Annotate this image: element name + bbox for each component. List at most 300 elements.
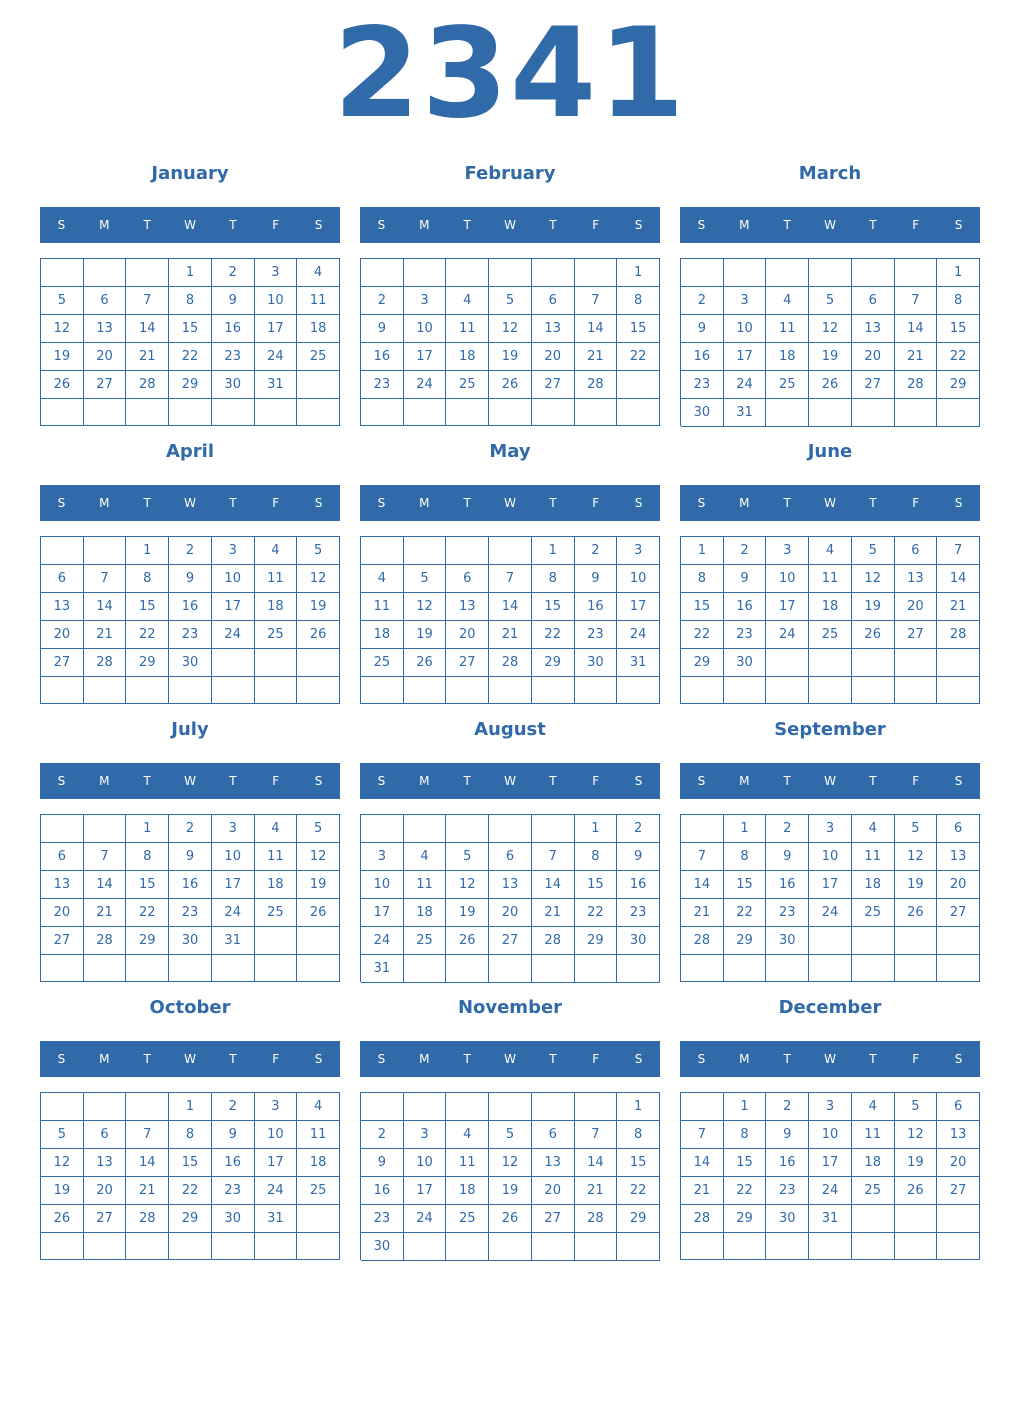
day-cell: 24	[404, 1205, 447, 1233]
day-cell: 4	[809, 537, 852, 565]
weekday-header	[680, 207, 980, 243]
day-cell: 6	[937, 1093, 980, 1121]
day-cell	[404, 399, 447, 426]
day-cell: 1	[126, 537, 169, 565]
day-cell: 27	[895, 621, 938, 649]
day-cell	[532, 677, 575, 704]
weekday-label: W	[504, 1052, 516, 1066]
month-march	[680, 160, 980, 430]
day-cell: 9	[169, 565, 212, 593]
month-name: September	[774, 719, 886, 740]
day-cell: 11	[852, 843, 895, 871]
day-cell: 4	[255, 815, 298, 843]
day-cell: 12	[809, 315, 852, 343]
day-cell: 8	[575, 843, 618, 871]
day-cell: 1	[169, 1093, 212, 1121]
day-cell	[84, 1233, 127, 1260]
weekday-label: S	[377, 218, 386, 232]
day-cell: 8	[724, 1121, 767, 1149]
day-grid	[360, 814, 660, 982]
day-cell: 7	[126, 1121, 169, 1149]
day-cell: 15	[575, 871, 618, 899]
day-cell: 1	[937, 259, 980, 287]
day-cell	[297, 677, 340, 704]
day-cell: 29	[575, 927, 618, 955]
day-cell	[575, 1233, 618, 1261]
day-cell: 24	[212, 899, 255, 927]
day-cell: 4	[446, 287, 489, 315]
year-title: 2341	[333, 2, 687, 146]
day-cell: 24	[766, 621, 809, 649]
day-cell	[766, 399, 809, 427]
day-cell	[681, 1233, 724, 1260]
day-cell: 3	[255, 1093, 298, 1121]
day-cell: 26	[809, 371, 852, 399]
day-cell	[84, 955, 127, 982]
day-cell: 16	[361, 343, 404, 371]
day-cell	[852, 677, 895, 704]
day-cell	[297, 927, 340, 955]
day-cell: 13	[84, 1149, 127, 1177]
day-cell: 18	[297, 1149, 340, 1177]
day-cell	[446, 399, 489, 426]
day-cell: 4	[297, 1093, 340, 1121]
day-cell: 16	[212, 315, 255, 343]
day-cell: 8	[126, 843, 169, 871]
day-cell	[212, 399, 255, 426]
day-cell: 26	[489, 371, 532, 399]
day-cell: 17	[617, 593, 660, 621]
day-cell: 27	[852, 371, 895, 399]
day-cell: 14	[126, 1149, 169, 1177]
day-cell	[937, 955, 980, 982]
day-cell	[724, 955, 767, 982]
day-cell: 4	[404, 843, 447, 871]
day-cell: 9	[766, 843, 809, 871]
day-cell	[937, 1233, 980, 1260]
day-cell: 1	[169, 259, 212, 287]
day-cell: 18	[446, 1177, 489, 1205]
day-cell	[255, 677, 298, 704]
day-cell: 11	[852, 1121, 895, 1149]
weekday-label: M	[739, 774, 750, 788]
day-cell	[169, 399, 212, 426]
day-cell: 6	[895, 537, 938, 565]
day-cell	[169, 677, 212, 704]
day-cell: 1	[617, 1093, 660, 1121]
day-cell: 20	[852, 343, 895, 371]
day-cell: 29	[937, 371, 980, 399]
day-cell	[361, 537, 404, 565]
day-cell: 29	[724, 1205, 767, 1233]
weekday-label: T	[463, 496, 471, 510]
day-grid	[40, 1092, 340, 1260]
day-cell: 27	[532, 1205, 575, 1233]
day-cell: 12	[41, 315, 84, 343]
day-cell: 8	[617, 287, 660, 315]
day-cell: 13	[41, 871, 84, 899]
day-cell	[532, 259, 575, 287]
month-name: April	[165, 441, 215, 462]
month-may	[360, 438, 660, 708]
month-name: November	[457, 997, 563, 1018]
day-cell: 26	[489, 1205, 532, 1233]
day-cell: 1	[617, 259, 660, 287]
day-cell	[41, 399, 84, 426]
day-cell: 17	[404, 1177, 447, 1205]
day-cell: 19	[489, 343, 532, 371]
day-cell	[489, 1093, 532, 1121]
day-cell: 23	[212, 343, 255, 371]
day-cell	[681, 677, 724, 704]
day-cell: 13	[532, 1149, 575, 1177]
day-cell: 21	[126, 1177, 169, 1205]
day-cell: 18	[446, 343, 489, 371]
day-cell: 2	[575, 537, 618, 565]
month-name: March	[798, 163, 862, 184]
day-cell	[617, 955, 660, 983]
day-cell	[809, 1233, 852, 1260]
weekday-label: T	[143, 218, 151, 232]
day-cell: 21	[895, 343, 938, 371]
weekday-label: F	[272, 1052, 280, 1066]
day-cell: 21	[681, 1177, 724, 1205]
day-cell: 19	[404, 621, 447, 649]
day-cell	[617, 399, 660, 426]
month-february	[360, 160, 660, 430]
day-cell: 12	[852, 565, 895, 593]
day-cell: 22	[169, 1177, 212, 1205]
month-name: July	[171, 719, 209, 740]
weekday-label: T	[783, 1052, 791, 1066]
day-cell: 30	[724, 649, 767, 677]
day-cell: 20	[84, 343, 127, 371]
day-cell: 28	[126, 1205, 169, 1233]
day-cell: 6	[41, 565, 84, 593]
day-cell	[575, 955, 618, 983]
day-cell	[169, 1233, 212, 1260]
day-cell: 17	[361, 899, 404, 927]
day-cell: 14	[681, 871, 724, 899]
weekday-label: S	[57, 774, 66, 788]
day-cell: 16	[361, 1177, 404, 1205]
weekday-label: T	[549, 218, 557, 232]
day-cell: 9	[575, 565, 618, 593]
day-cell	[404, 955, 447, 983]
day-cell	[852, 399, 895, 427]
day-cell: 19	[852, 593, 895, 621]
day-cell: 27	[532, 371, 575, 399]
day-cell	[212, 677, 255, 704]
day-cell: 4	[852, 815, 895, 843]
day-cell	[532, 815, 575, 843]
weekday-label: W	[824, 496, 836, 510]
day-cell: 14	[489, 593, 532, 621]
day-cell: 27	[41, 927, 84, 955]
day-cell: 18	[255, 593, 298, 621]
day-cell: 27	[446, 649, 489, 677]
day-cell: 5	[489, 1121, 532, 1149]
month-october	[40, 994, 340, 1264]
day-cell: 24	[809, 1177, 852, 1205]
weekday-label: S	[634, 496, 643, 510]
day-cell	[361, 259, 404, 287]
day-cell: 26	[297, 899, 340, 927]
day-cell	[41, 1233, 84, 1260]
day-cell	[255, 927, 298, 955]
day-cell: 24	[404, 371, 447, 399]
day-cell: 25	[255, 899, 298, 927]
day-cell: 7	[84, 565, 127, 593]
day-cell: 17	[212, 871, 255, 899]
day-cell: 6	[532, 1121, 575, 1149]
weekday-label: T	[869, 774, 877, 788]
day-cell: 4	[766, 287, 809, 315]
day-cell: 15	[169, 315, 212, 343]
weekday-header	[680, 1041, 980, 1077]
day-cell: 31	[255, 1205, 298, 1233]
day-cell: 2	[617, 815, 660, 843]
day-cell	[937, 927, 980, 955]
day-cell	[297, 371, 340, 399]
weekday-label: S	[377, 774, 386, 788]
day-cell: 28	[84, 649, 127, 677]
day-cell: 20	[937, 871, 980, 899]
day-cell	[852, 259, 895, 287]
weekday-label: S	[954, 1052, 963, 1066]
day-cell: 19	[41, 1177, 84, 1205]
day-cell	[575, 1093, 618, 1121]
day-cell: 10	[212, 843, 255, 871]
weekday-label: F	[592, 218, 600, 232]
weekday-label: S	[697, 496, 706, 510]
day-cell: 8	[681, 565, 724, 593]
day-cell: 12	[489, 1149, 532, 1177]
day-cell: 3	[809, 815, 852, 843]
weekday-label: M	[739, 496, 750, 510]
day-cell: 25	[446, 1205, 489, 1233]
day-cell: 20	[937, 1149, 980, 1177]
day-cell	[489, 1233, 532, 1261]
day-cell	[255, 399, 298, 426]
day-cell: 27	[937, 899, 980, 927]
day-cell	[895, 1205, 938, 1233]
month-september	[680, 716, 980, 986]
day-cell	[681, 815, 724, 843]
day-cell	[41, 815, 84, 843]
day-cell	[617, 677, 660, 704]
day-cell	[126, 1233, 169, 1260]
day-cell	[41, 537, 84, 565]
day-cell	[212, 649, 255, 677]
day-cell: 18	[809, 593, 852, 621]
day-grid	[360, 258, 660, 426]
day-cell: 16	[575, 593, 618, 621]
day-cell: 11	[404, 871, 447, 899]
day-cell: 20	[532, 1177, 575, 1205]
day-cell	[126, 399, 169, 426]
weekday-label: T	[549, 774, 557, 788]
day-cell: 17	[212, 593, 255, 621]
day-cell: 22	[617, 343, 660, 371]
weekday-header	[40, 1041, 340, 1077]
weekday-header	[680, 485, 980, 521]
day-cell: 17	[404, 343, 447, 371]
day-cell: 5	[446, 843, 489, 871]
day-cell: 13	[937, 843, 980, 871]
day-cell: 14	[895, 315, 938, 343]
day-cell: 21	[937, 593, 980, 621]
day-grid	[360, 1092, 660, 1260]
day-cell	[84, 1093, 127, 1121]
day-cell: 28	[895, 371, 938, 399]
weekday-label: W	[824, 774, 836, 788]
day-cell: 31	[255, 371, 298, 399]
day-cell: 22	[126, 899, 169, 927]
day-cell: 28	[575, 1205, 618, 1233]
weekday-label: S	[57, 218, 66, 232]
day-cell: 15	[937, 315, 980, 343]
day-cell	[297, 649, 340, 677]
day-cell: 11	[766, 315, 809, 343]
day-cell: 15	[532, 593, 575, 621]
day-cell: 6	[852, 287, 895, 315]
weekday-label: S	[57, 496, 66, 510]
day-cell	[532, 955, 575, 983]
day-cell: 24	[255, 343, 298, 371]
day-cell	[852, 955, 895, 982]
day-cell: 29	[617, 1205, 660, 1233]
weekday-header	[360, 485, 660, 521]
day-cell: 28	[937, 621, 980, 649]
day-cell: 16	[766, 1149, 809, 1177]
day-cell: 12	[895, 843, 938, 871]
day-cell: 14	[575, 315, 618, 343]
weekday-label: S	[697, 1052, 706, 1066]
day-cell: 21	[84, 899, 127, 927]
weekday-label: F	[912, 774, 920, 788]
weekday-label: T	[229, 1052, 237, 1066]
weekday-label: F	[272, 774, 280, 788]
day-cell: 25	[297, 343, 340, 371]
weekday-label: T	[869, 1052, 877, 1066]
day-cell: 26	[895, 899, 938, 927]
day-cell	[297, 1205, 340, 1233]
day-grid	[680, 814, 980, 982]
day-cell: 21	[681, 899, 724, 927]
day-cell: 2	[361, 1121, 404, 1149]
day-cell: 26	[446, 927, 489, 955]
day-cell	[404, 1093, 447, 1121]
weekday-label: W	[824, 218, 836, 232]
day-cell: 27	[84, 1205, 127, 1233]
day-cell: 28	[681, 1205, 724, 1233]
day-cell: 2	[724, 537, 767, 565]
day-cell: 18	[852, 871, 895, 899]
day-cell: 4	[255, 537, 298, 565]
day-cell: 20	[532, 343, 575, 371]
weekday-label: M	[419, 1052, 430, 1066]
day-cell: 28	[126, 371, 169, 399]
day-cell: 24	[255, 1177, 298, 1205]
day-cell: 8	[937, 287, 980, 315]
day-cell: 10	[809, 843, 852, 871]
day-cell: 23	[361, 1205, 404, 1233]
weekday-label: M	[419, 218, 430, 232]
day-cell: 16	[212, 1149, 255, 1177]
day-cell: 3	[724, 287, 767, 315]
weekday-label: S	[314, 774, 323, 788]
day-cell: 18	[766, 343, 809, 371]
day-cell	[446, 1093, 489, 1121]
day-cell: 8	[532, 565, 575, 593]
day-cell: 27	[937, 1177, 980, 1205]
day-cell	[84, 259, 127, 287]
day-cell: 15	[617, 1149, 660, 1177]
day-cell: 23	[766, 899, 809, 927]
day-cell: 22	[617, 1177, 660, 1205]
day-cell: 2	[169, 815, 212, 843]
day-cell	[724, 1233, 767, 1260]
day-cell: 22	[126, 621, 169, 649]
day-cell	[532, 1233, 575, 1261]
day-cell: 20	[489, 899, 532, 927]
day-cell: 15	[169, 1149, 212, 1177]
day-cell: 8	[169, 287, 212, 315]
day-cell: 13	[446, 593, 489, 621]
day-cell: 26	[41, 371, 84, 399]
day-cell: 30	[212, 1205, 255, 1233]
day-cell: 25	[361, 649, 404, 677]
day-cell: 26	[895, 1177, 938, 1205]
day-cell	[766, 1233, 809, 1260]
day-grid	[40, 814, 340, 982]
day-cell	[895, 399, 938, 427]
weekday-header	[40, 207, 340, 243]
day-cell: 7	[84, 843, 127, 871]
weekday-header	[680, 763, 980, 799]
month-july	[40, 716, 340, 986]
day-cell	[766, 259, 809, 287]
day-cell: 3	[404, 1121, 447, 1149]
weekday-label: T	[549, 496, 557, 510]
day-cell	[446, 677, 489, 704]
weekday-label: S	[697, 218, 706, 232]
day-cell: 17	[766, 593, 809, 621]
day-cell: 13	[41, 593, 84, 621]
day-cell: 9	[212, 287, 255, 315]
day-cell: 14	[681, 1149, 724, 1177]
day-cell: 23	[169, 621, 212, 649]
day-cell: 25	[852, 1177, 895, 1205]
day-cell: 8	[126, 565, 169, 593]
weekday-label: S	[954, 218, 963, 232]
day-cell	[41, 259, 84, 287]
day-cell	[212, 1233, 255, 1260]
day-cell: 7	[681, 843, 724, 871]
day-cell	[126, 955, 169, 982]
weekday-label: M	[99, 218, 110, 232]
day-cell: 9	[361, 1149, 404, 1177]
day-cell: 12	[489, 315, 532, 343]
day-cell	[169, 955, 212, 982]
weekday-label: T	[869, 496, 877, 510]
day-cell	[809, 649, 852, 677]
day-cell: 7	[126, 287, 169, 315]
day-cell: 14	[532, 871, 575, 899]
weekday-label: T	[549, 1052, 557, 1066]
day-cell: 22	[575, 899, 618, 927]
